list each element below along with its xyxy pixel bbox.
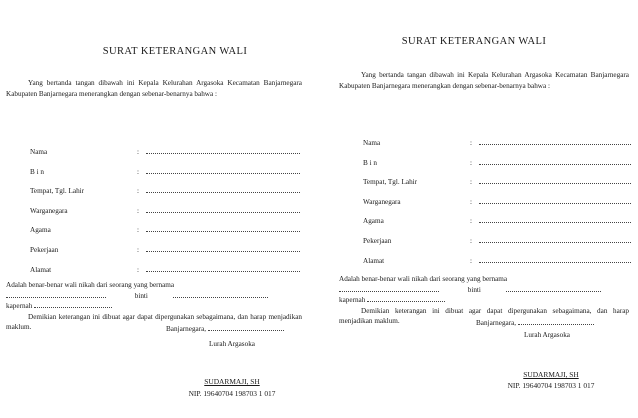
field-colon: : xyxy=(137,245,139,254)
blank-fill-line xyxy=(479,201,631,204)
blank-fill-line xyxy=(146,249,300,252)
field-label: Nama xyxy=(363,139,381,147)
field-row-nama xyxy=(363,138,631,158)
field-row-agama xyxy=(30,225,300,245)
field-colon: : xyxy=(137,148,139,156)
field-label: Warganegara xyxy=(363,197,401,206)
blank-fill-line xyxy=(506,285,601,292)
blank-fill-line xyxy=(146,151,300,154)
field-colon: : xyxy=(137,265,139,274)
field-colon: : xyxy=(137,187,139,196)
blank-fill-line xyxy=(146,229,300,232)
blank-fill-line xyxy=(146,210,300,213)
field-label: Nama xyxy=(30,148,48,156)
field-row-warganegara xyxy=(363,197,631,217)
field-colon: : xyxy=(137,226,139,235)
field-colon: : xyxy=(470,197,472,206)
blank-fill-line xyxy=(479,260,631,263)
field-row-alamat xyxy=(363,256,631,276)
blank-fill-line xyxy=(518,318,594,325)
place-text: Banjarnegara, xyxy=(476,319,517,327)
binti-text: binti xyxy=(467,285,481,294)
letter-title: SURAT KETERANGAN WALI xyxy=(102,46,248,57)
field-label: Pekerjaan xyxy=(363,236,392,245)
field-label: Agama xyxy=(30,226,51,235)
field-row-pekerjaan xyxy=(30,245,300,265)
field-row-nama xyxy=(30,147,300,167)
blank-fill-line xyxy=(479,220,631,223)
field-row-warganegara xyxy=(30,206,300,226)
intro-paragraph xyxy=(6,78,302,99)
blank-fill-line xyxy=(479,181,631,184)
signatory-nip: NIP. 19640704 198703 1 017 xyxy=(188,389,276,398)
adalah-text: Adalah benar-benar wali nikah dari seorang yang bernama xyxy=(6,281,175,289)
field-label: Agama xyxy=(363,217,384,226)
intro-paragraph xyxy=(339,70,629,91)
demikian-text: Demikian keterangan ini dibuat agar dapat dipergunakan sebagaimana, dan harap menjadikan maklum. xyxy=(6,312,302,332)
field-colon: : xyxy=(137,167,139,176)
signatory-office: Lurah Argasoka xyxy=(524,331,570,339)
field-colon: : xyxy=(137,206,139,215)
letter-page-right xyxy=(319,0,638,418)
field-label: Tempat, Tgl. Lahir xyxy=(30,187,85,196)
blank-fill-line xyxy=(208,324,284,331)
field-colon: : xyxy=(470,217,472,226)
field-label: Pekerjaan xyxy=(30,245,59,254)
field-label: Alamat xyxy=(30,265,52,274)
signatory-office: Lurah Argasoka xyxy=(209,340,255,348)
field-colon: : xyxy=(470,256,472,265)
signatory-nip: NIP. 19640704 198703 1 017 xyxy=(507,381,595,390)
signature-place-date xyxy=(476,318,594,327)
blank-fill-line xyxy=(367,295,445,302)
field-label: B i n xyxy=(363,158,377,167)
place-text: Banjarnegara, xyxy=(166,325,207,333)
field-row-tempat-tgl-lahir xyxy=(363,177,631,197)
signature-place-date xyxy=(166,324,284,333)
field-colon: : xyxy=(470,139,472,147)
blank-fill-line xyxy=(479,142,631,145)
field-row-bin xyxy=(363,158,631,178)
field-row-tempat-tgl-lahir xyxy=(30,186,300,206)
field-row-bin xyxy=(30,167,300,187)
blank-fill-line xyxy=(339,285,439,292)
field-label: Tempat, Tgl. Lahir xyxy=(363,178,418,187)
blank-fill-line xyxy=(146,269,300,272)
field-colon: : xyxy=(470,178,472,187)
kapernah-text: kapernah xyxy=(339,296,366,305)
blank-fill-line xyxy=(479,162,631,165)
field-row-agama xyxy=(363,216,631,236)
binti-text: binti xyxy=(134,291,148,300)
blank-fill-line xyxy=(6,291,106,298)
blank-fill-line xyxy=(146,171,300,174)
field-colon: : xyxy=(470,236,472,245)
letter-title: SURAT KETERANGAN WALI xyxy=(401,36,547,47)
identity-fields xyxy=(363,138,631,275)
field-label: Alamat xyxy=(363,256,385,265)
intro-text: Yang bertanda tangan dibawah ini Kepala Kelurahan Argasoka Kecamatan Banjarnegara Kabupaten Banjarnegara menerangkan dengan sebenar-benarnya bahwa : xyxy=(6,79,302,98)
identity-fields xyxy=(30,147,300,284)
blank-fill-line xyxy=(479,240,631,243)
blank-fill-line xyxy=(173,291,268,298)
signatory-name: SUDARMAJI, SH xyxy=(204,377,260,386)
blank-fill-line xyxy=(146,190,300,193)
adalah-text: Adalah benar-benar wali nikah dari seorang yang bernama xyxy=(339,275,508,283)
intro-text: Yang bertanda tangan dibawah ini Kepala Kelurahan Argasoka Kecamatan Banjarnegara Kabupaten Banjarnegara menerangkan dengan sebenar-benarnya bahwa : xyxy=(339,71,629,90)
signatory-name: SUDARMAJI, SH xyxy=(523,370,579,379)
field-row-pekerjaan xyxy=(363,236,631,256)
field-label: B i n xyxy=(30,167,44,176)
demikian-text: Demikian keterangan ini dibuat agar dapat dipergunakan sebagaimana, dan harap menjadikan maklum. xyxy=(339,306,629,326)
blank-fill-line xyxy=(34,301,112,308)
field-colon: : xyxy=(470,158,472,167)
field-label: Warganegara xyxy=(30,206,68,215)
kapernah-text: kapernah xyxy=(6,302,33,311)
